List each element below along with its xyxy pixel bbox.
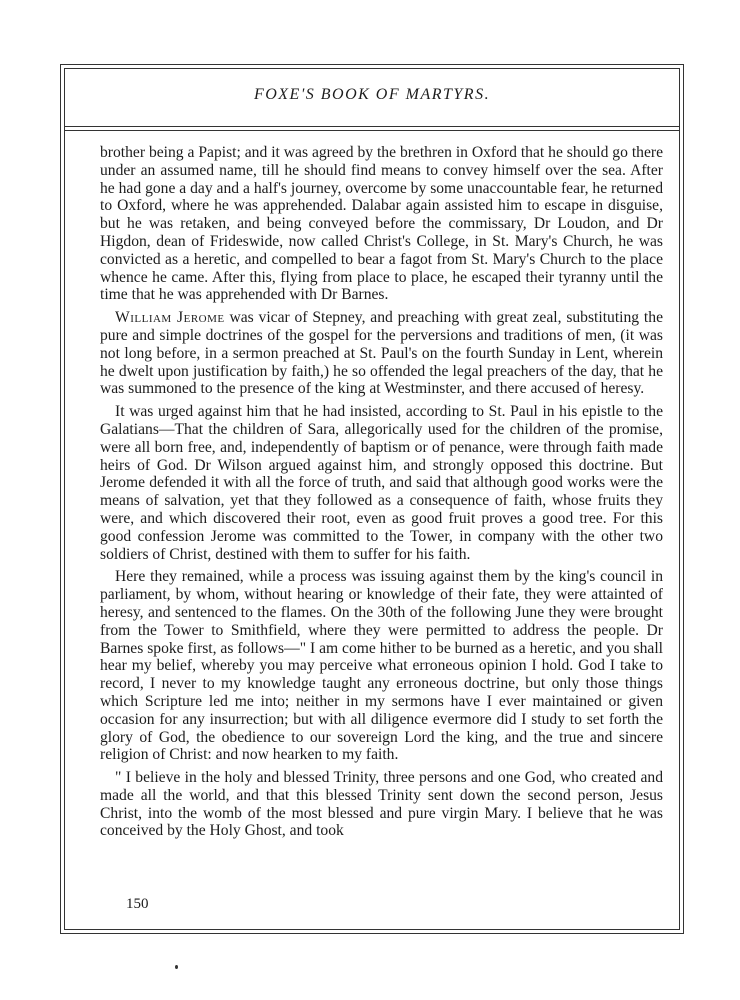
body-text: [100, 144, 663, 840]
header-rule: [64, 126, 680, 127]
page-number: 150: [126, 896, 149, 912]
running-title: FOXE'S BOOK OF MARTYRS.: [253, 86, 491, 103]
header-rule-double: [64, 130, 680, 131]
paragraph-text: was vicar of Stepney, and preaching with great zeal, substituting the pure and simple doctrines of the gospel for the perversions and traditions of men, (it was not long before, in a sermon preached at St. Paul's on the fourth Sunday in Lent, wherein he dwelt upon justification by faith,) he so offended the legal preachers of the day, that he was summoned to the presence of the king at Westminster, and there accused of heresy.: [100, 309, 663, 398]
print-speck: [175, 965, 178, 969]
paragraph-smithfield: Here they remained, while a process was issuing against them by the king's council in parliament, by whom, without hearing or knowledge of their fate, they were attainted of heresy, and sentenced to the flames. On the 30th of the following June they were brought from the Tower to Smithfield, where they were permitted to address the people. Dr Barnes spoke first, as follows—" I am come hither to be burned as a heretic, and you shall hear my belief, whereby you may perceive what erroneous opinion I hold. God I take to record, I never to my knowledge taught any erroneous doctrine, but only those things which Scripture led me into; neither in my sermons have I ever maintained or given occasion for any insurrection; but with all diligence evermore did I study to set forth the glory of God, the obedience to our sovereign Lord the king, and the true and sincere religion of Christ: and now hearken to my faith.: [100, 568, 663, 764]
paragraph-william-jerome: [100, 309, 663, 398]
paragraph-galatians: It was urged against him that he had insisted, according to St. Paul in his epistle to the Galatians—That the children of Sara, allegorically used for the children of the promise, were all born free, and, independently of baptism or of penance, were through faith made heirs of God. Dr Wilson argued against him, and strongly opposed this doctrine. But Jerome defended it with all the force of truth, and said that although good works were the means of salvation, yet that they followed as a consequence of faith, whose fruits they were, and which discovered their root, even as good fruit proves a good tree. For this good confession Jerome was committed to the Tower, in company with the other two soldiers of Christ, destined with them to suffer for his faith.: [100, 403, 663, 563]
paragraph-creed: " I believe in the holy and blessed Trinity, three persons and one God, who created and made all the world, and that this blessed Trinity sent down the second person, Jesus Christ, into the womb of the most blessed and pure virgin Mary. I believe that he was conceived by the Holy Ghost, and took: [100, 769, 663, 840]
paragraph-continuation: brother being a Papist; and it was agreed by the brethren in Oxford that he should go there under an assumed name, till he should find means to convey himself over the sea. After he had gone a day and a half's journey, overcome by some unaccountable fear, he returned to Oxford, where he was apprehended. Dalabar again assisted him to escape in disguise, but he was retaken, and being conveyed before the commissary, Dr Loudon, and Dr Higdon, dean of Frideswide, now called Christ's College, in St. Mary's Church, he was convicted as a heretic, and compelled to bear a fagot from St. Mary's Church to the place whence he came. After this, flying from place to place, he escaped their tyranny until the time that he was apprehended with Dr Barnes.: [100, 144, 663, 304]
name-william-jerome: William Jerome: [115, 309, 225, 327]
